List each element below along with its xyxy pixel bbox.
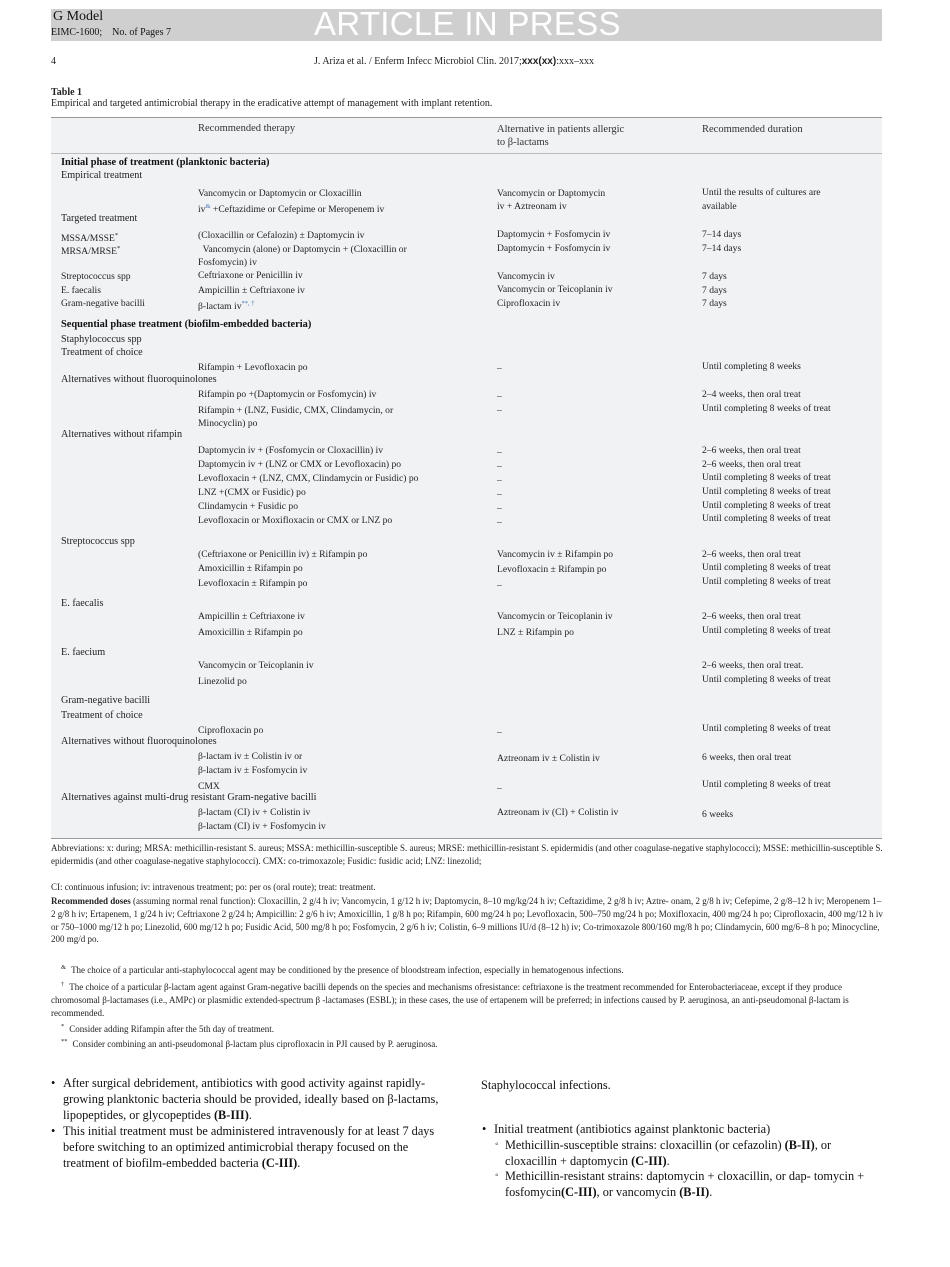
table-cell: LNZ +(CMX or Fusidic) po [198,487,306,498]
table-cell: 6 weeks, then oral treat [702,752,792,763]
table-cell: 2–6 weeks, then oral treat [702,549,801,560]
table-cell: 6 weeks [702,809,734,820]
table-cell: Until completing 8 weeks of treat [702,674,831,685]
table-cell: Levofloxacin ± Rifampin po [497,564,607,575]
doses-note: Recommended doses (assuming normal renal function): Cloxacillin, 2 g/4 h iv; Vancomycin, 1 g/12 h iv; Daptomycin, 8–10 mg/kg/24 h iv; Ceftazidime, 2 g/8 h iv; Aztre- onam, 2 g/8 h iv; Cefepime, 2 g/8–12 h iv; Meropenem 1–2 g/8 h iv; Ertapenem, 1 g/24 h iv; Ceftriaxone 2 g/24 h; Ampicillin: 2 g/6 h iv; Amoxicillin, 1 g/8 h po; Rifampin, 600 mg/24 h po; Levofloxacin, 500–750 mg/24 h po; Moxifloxacin, 400 mg/24 h po; Ciprofloxacin, 400 mg/12 h iv or 750–1000 mg/12 h po; Linezolid, 600 mg/12 h po; Fusidic Acid, 500 mg/8 h po; Fosfomycin, 2 g/6 h iv; Colistin, 6–9 millions IU/d (8–12 h) iv; Co-trimoxazole 800/160 mg/8 h po; Clindamycin, 600 mg/6–8 h po; Minocycline, 200 mg/d po. [51,896,883,945]
group-efaecalis: E. faecalis [61,598,104,609]
footnote-dagger: † The choice of a particular β-lactam agent against Gram-negative bacilli depends on the species and mechanisms ofresistance: ceftriaxone is the treatment recommended for Enterobacteriaceae, except if they produce chromosomal β-lactamases (i.e., AMPc) or plasmidic extended-spectrum β -lactamases (ESBL); in these cases, the use of ertapenem will be preferred; in infections caused by P. aeruginosa, an anti-pseudomonal β-lactam is recommended. [51,981,849,1018]
bullet-icon: • [482,1122,487,1136]
table-cell: Amoxicillin ± Rifampin po [198,563,303,574]
group-empirical: Empirical treatment [61,170,143,181]
table-cell: Ampicillin ± Ceftriaxone iv [198,285,305,296]
table-cell: iv& +Ceftazidime or Cefepime or Meropenem iv [198,203,385,216]
circle-bullet-icon: ◦ [495,1139,499,1150]
table-cell: Vancomycin iv ± Rifampin po [497,549,614,560]
col-header-allergic: Alternative in patients allergic to β-lactams [497,124,625,148]
table-cell: (Ceftriaxone or Penicillin iv) ± Rifampin po [198,549,368,560]
table-cell: Minocyclin) po [198,418,258,429]
table-cell: Until completing 8 weeks of treat [702,625,831,636]
section-lead: Staphylococcal infections. [481,1078,611,1092]
table-cell: Rifampin + Levofloxacin po [198,362,308,373]
table-cell: β-lactam (CI) iv + Fosfomycin iv [198,821,326,832]
group-alt-no-rif: Alternatives without rifampin [61,429,183,440]
table-cell: Ceftriaxone or Penicillin iv [198,270,303,281]
abbreviations-note: Abbreviations: x: during; MRSA: methicillin-resistant S. aureus; MSSA: methicillin-susceptible S. aureus; MRSE: methicillin-resistant S. epidermidis (and other coagulase-negative staphylococci); MSSE: methicillin-susceptible S. epidermidis (and other coagulase-negative staphylococci). CMX: co-trimoxazole; Fusidic: fusidic acid; LNZ: linezolid; [51,843,883,866]
table-cell: Levofloxacin or Moxifloxacin or CMX or LNZ po [198,515,393,526]
table-cell: Aztreonam iv ± Colistin iv [497,753,600,764]
table-cell: Amoxicillin ± Rifampin po [198,627,303,638]
article-code: EIMC-1600; No. of Pages 7 [51,27,171,38]
table-cell: Until completing 8 weeks of treat [702,779,831,790]
group-staph: Staphylococcus spp [61,334,142,345]
circle-bullet-icon: ◦ [495,1170,499,1181]
table-cell: Until completing 8 weeks of treat [702,562,831,573]
table-cell: Vancomycin or Daptomycin [497,188,606,199]
table-cell: β-lactam iv ± Fosfomycin iv [198,765,308,776]
table-cell: 2–6 weeks, then oral treat [702,445,801,456]
group-alt-no-fq: Alternatives without fluoroquinolones [61,374,217,385]
table-cell: Daptomycin iv + (LNZ or CMX or Levofloxacin) po [198,459,402,470]
bullet-icon: • [51,1076,56,1090]
section-initial: Initial phase of treatment (planktonic bacteria) [61,157,270,168]
table-cell: LNZ ± Rifampin po [497,627,574,638]
table-row-label: MSSA/MSSE* [61,232,119,245]
article-in-press-banner: ARTICLE IN PRESS [314,5,621,42]
table-cell: Aztreonam iv (CI) + Colistin iv [497,807,619,818]
table-cell: – [497,475,502,486]
table-cell: Until completing 8 weeks of treat [702,500,831,511]
table-row-label: MRSA/MRSE* [61,245,121,258]
table-cell: Until completing 8 weeks of treat [702,576,831,587]
table-cell: Ciprofloxacin po [198,725,264,736]
footnote-star: * Consider adding Rifampin after the 5th day of treatment. [61,1023,274,1034]
col-header-duration: Recommended duration [702,124,803,135]
group-alt-mdr: Alternatives against multi-drug resistant Gram-negative bacilli [61,792,317,803]
footnote-ampersand: & The choice of a particular anti-staphylococcal agent may be conditioned by the presence of bloodstream infection, especially in hematogenous infections. [61,964,624,975]
bullet-item: • This initial treatment must be administered intravenously for at least 7 days before switching to an optimized antimicrobial therapy focused on the treatment of biofilm-embedded bacteria (C-III). [51,1124,435,1170]
running-citation: J. Ariza et al. / Enferm Infecc Microbiol Clin. 2017;xxx(xx):xxx–xxx [314,56,594,67]
table-cell: 7–14 days [702,243,742,254]
table-cell: (Cloxacillin or Cefalozin) ± Daptomycin iv [198,230,365,241]
group-gram-negative: Gram-negative bacilli [61,695,151,706]
table-cell: Until the results of cultures are [702,187,821,198]
table-cell: – [497,783,502,794]
table-row-label: Streptococcus spp [61,271,131,282]
table-cell: available [702,201,737,212]
table-cell: Until completing 8 weeks of treat [702,472,831,483]
group-strep: Streptococcus spp [61,536,135,547]
group-alt-no-fq-gn: Alternatives without fluoroquinolones [61,736,217,747]
table-cell: Vancomycin or Teicoplanin iv [497,611,613,622]
table-cell: Until completing 8 weeks of treat [702,513,831,524]
table-cell: Rifampin + (LNZ, Fusidic, CMX, Clindamycin, or [198,405,394,416]
table-cell: – [497,447,502,458]
group-efaecium: E. faecium [61,647,106,658]
table-cell: Rifampin po +(Daptomycin or Fosfomycin) iv [198,389,377,400]
table-cell: Until completing 8 weeks of treat [702,403,831,414]
table-cell: Daptomycin iv + (Fosfomycin or Cloxacillin) iv [198,445,384,456]
group-targeted: Targeted treatment [61,213,138,224]
table-cell: – [497,580,502,591]
table-cell: 7 days [702,285,727,296]
group-choice: Treatment of choice [61,347,143,358]
table-cell: Levofloxacin + (LNZ, CMX, Clindamycin or Fusidic) po [198,473,419,484]
table-cell: CMX [198,781,220,792]
page-number: 4 [51,56,56,67]
table-cell: Linezolid po [198,676,247,687]
table-cell: Levofloxacin ± Rifampin po [198,578,308,589]
table-cell: 2–4 weeks, then oral treat [702,389,801,400]
table-cell: 2–6 weeks, then oral treat. [702,660,804,671]
table-row-label: E. faecalis [61,285,101,296]
table-row-label: Gram-negative bacilli [61,298,145,309]
table-cell: Until completing 8 weeks of treat [702,486,831,497]
table-cell: Until completing 8 weeks [702,361,801,372]
table-cell: Vancomycin (alone) or Daptomycin + (Cloxacillin or [198,244,407,255]
table-cell: Clindamycin + Fusidic po [198,501,299,512]
table-cell: – [497,363,502,374]
table-cell: – [497,503,502,514]
ci-note: CI: continuous infusion; iv: intravenous treatment; po: per os (oral route); treat: treatment. [51,882,376,892]
table-cell: – [497,461,502,472]
table-cell: Vancomycin iv [497,271,555,282]
table-cell: β-lactam iv**, † [198,300,255,313]
table-cell: – [497,405,502,416]
table-cell: Vancomycin or Daptomycin or Cloxacillin [198,188,362,199]
g-model-label: G Model [53,9,104,24]
section-sequential: Sequential phase treatment (biofilm-embedded bacteria) [61,319,312,330]
table-cell: 2–6 weeks, then oral treat [702,611,801,622]
table-cell: 7 days [702,271,727,282]
bullet-item: • After surgical debridement, antibiotics with good activity against rapidly-growing planktonic bacteria should be provided, ideally based on β-lactams, lipopeptides, or glycopeptides (B-III). [51,1076,439,1122]
table-cell: Vancomycin or Teicoplanin iv [198,660,314,671]
table-cell: Daptomycin + Fosfomycin iv [497,243,611,254]
table-cell: β-lactam iv ± Colistin iv or [198,751,303,762]
table-cell: 7–14 days [702,229,742,240]
table-cell: β-lactam (CI) iv + Colistin iv [198,807,311,818]
table-cell: Until completing 8 weeks of treat [702,723,831,734]
sub-bullet-item: ◦ Methicillin-resistant strains: daptomycin + cloxacillin, or dap- tomycin + fosfomycin(C-III), or vancomycin (B-II). [495,1169,865,1199]
group-choice-gn: Treatment of choice [61,710,143,721]
col-header-therapy: Recommended therapy [198,123,296,134]
table-cell: – [497,391,502,402]
table-cell: 2–6 weeks, then oral treat [702,459,801,470]
table-cell: 7 days [702,298,727,309]
table-cell: Daptomycin + Fosfomycin iv [497,229,611,240]
table-cell: – [497,517,502,528]
table-cell: – [497,489,502,500]
table-header-rule [51,153,882,154]
table-cell: Vancomycin or Teicoplanin iv [497,284,613,295]
table-cell: Fosfomycin) iv [198,257,257,268]
table-cell: Ciprofloxacin iv [497,298,561,309]
bullet-icon: • [51,1124,56,1138]
sub-bullet-item: ◦ Methicillin-susceptible strains: cloxacillin (or cefazolin) (B-II), or cloxacillin + daptomycin (C-III). [495,1138,832,1168]
table-caption: Empirical and targeted antimicrobial therapy in the eradicative attempt of management with implant retention. [51,98,493,109]
table-cell: – [497,727,502,738]
bullet-item: • Initial treatment (antibiotics against planktonic bacteria) [482,1122,771,1136]
table-cell: iv + Aztreonam iv [497,201,567,212]
footnote-double-star: ** Consider combining an anti-pseudomonal β-lactam plus ciprofloxacin in PJI caused by P. aeruginosa. [61,1038,438,1049]
table-cell: Ampicillin ± Ceftriaxone iv [198,611,305,622]
table-label: Table 1 [51,87,83,98]
